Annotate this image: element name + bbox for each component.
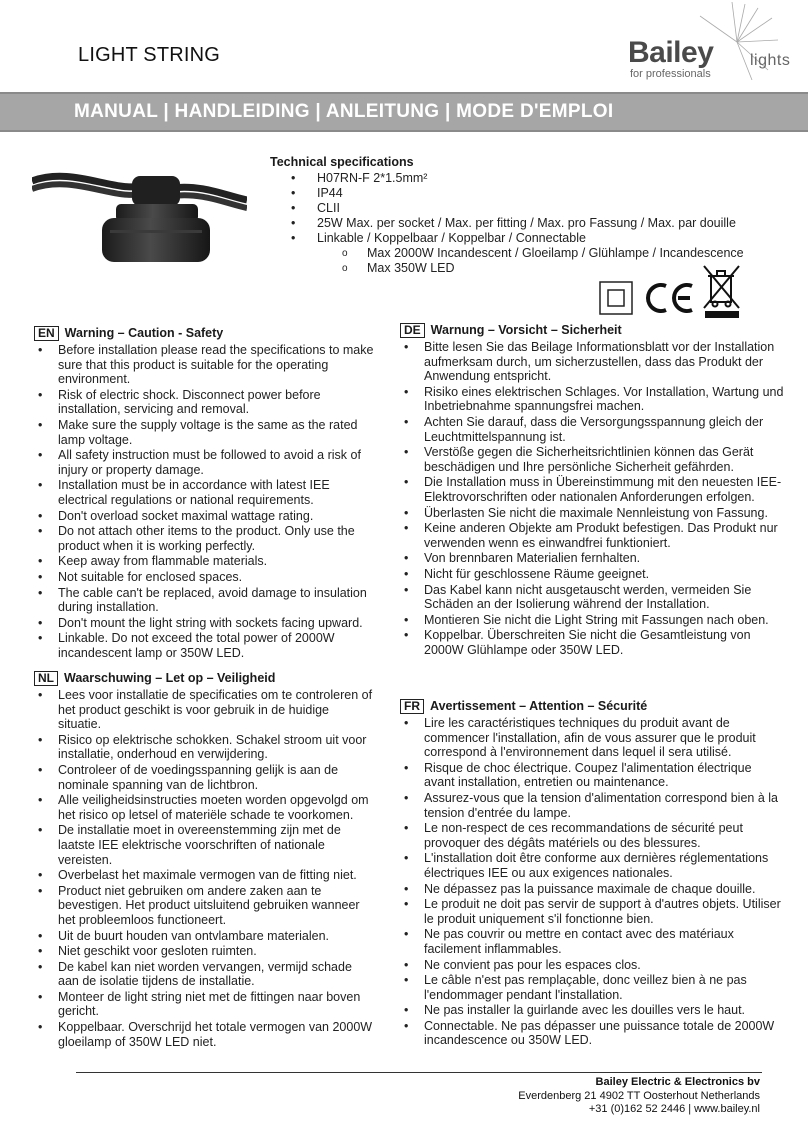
list-item: • Not suitable for enclosed spaces. bbox=[34, 570, 374, 585]
list-item: • Alle veiligheidsinstructies moeten worden opgevolgd om het risico op letsel of materiële schade te voorkomen. bbox=[34, 793, 374, 822]
list-item: • All safety instruction must be followed to avoid a risk of injury or property damage. bbox=[34, 448, 374, 477]
spec-title: Technical specifications bbox=[270, 155, 414, 169]
section-heading: Warning – Caution - Safety bbox=[64, 326, 224, 341]
list-item: • Product niet gebruiken om andere zaken aan te bevestigen. Het product uitsluitend gebruiken wanneer het probleemloos functioneert. bbox=[34, 884, 374, 928]
footer bbox=[518, 1076, 760, 1117]
list-item: • Before installation please read the specifications to make sure that this product is suitable for the operating environment. bbox=[34, 343, 374, 387]
list-item: • Assurez-vous que la tension d'alimentation correspond bien à la tension d'entrée du lampe. bbox=[400, 791, 785, 820]
list-item: • Überlasten Sie nicht die maximale Nennleistung von Fassung. bbox=[400, 506, 785, 521]
language-badge: FR bbox=[400, 699, 424, 714]
section-heading: Warnung – Vorsicht – Sicherheit bbox=[430, 323, 622, 338]
list-item: • Risico op elektrische schokken. Schakel stroom uit voor installatie, onderhoud en verwijdering. bbox=[34, 733, 374, 762]
banner-text: MANUAL | HANDLEIDING | ANLEITUNG | MODE D'EMPLOI bbox=[74, 101, 614, 122]
spec-item: • CLII bbox=[270, 201, 744, 216]
list-item: • L'installation doit être conforme aux dernières réglementations électriques IEE ou aux exigences nationales. bbox=[400, 851, 785, 880]
list-item: • Montieren Sie nicht die Light String mit Fassungen nach oben. bbox=[400, 613, 785, 628]
list-item: • Don't mount the light string with sockets facing upward. bbox=[34, 616, 374, 631]
list-item: • Uit de buurt houden van ontvlambare materialen. bbox=[34, 929, 374, 944]
list-item: • De kabel kan niet worden vervangen, vermijd schade aan de isolatie tijdens de installatie. bbox=[34, 960, 374, 989]
list-item: • Das Kabel kann nicht ausgetauscht werden, vermeiden Sie Schäden an der Isolierung während der Installation. bbox=[400, 583, 785, 612]
list-item: • Niet geschikt voor gesloten ruimten. bbox=[34, 944, 374, 959]
document-title: LIGHT STRING bbox=[78, 44, 221, 66]
list-item: • Connectable. Ne pas dépasser une puissance totale de 2000W incandescence ou 350W LED. bbox=[400, 1019, 785, 1048]
footer-contact: +31 (0)162 52 2446 | www.bailey.nl bbox=[588, 1103, 760, 1115]
list-item: • Linkable. Do not exceed the total power of 2000W incandescent lamp or 350W LED. bbox=[34, 631, 374, 660]
logo-name: Bailey bbox=[628, 36, 714, 69]
list-item: • Risque de choc électrique. Coupez l'alimentation électrique avant installation, entretien ou maintenance. bbox=[400, 761, 785, 790]
list-item: • Achten Sie darauf, dass die Versorgungsspannung gleich der Leuchtmittelspannung ist. bbox=[400, 415, 785, 444]
footer-divider bbox=[76, 1072, 762, 1073]
language-badge: EN bbox=[34, 326, 59, 341]
list-item: • De installatie moet in overeenstemming zijn met de laatste IEE elektrische voorschriften of nationale vereisten. bbox=[34, 823, 374, 867]
list-item: • Keine anderen Objekte am Produkt befestigen. Das Produkt nur verwenden wenn es einwandfrei funktioniert. bbox=[400, 521, 785, 550]
list-item: • Lees voor installatie de specificaties om te controleren of het product geschikt is voor gebruik in de huidige situatie. bbox=[34, 688, 374, 732]
section-en bbox=[34, 326, 374, 661]
title-banner bbox=[0, 92, 808, 132]
certification-marks bbox=[598, 262, 748, 320]
language-badge: NL bbox=[34, 671, 58, 686]
spec-item: • H07RN-F 2*1.5mm² bbox=[270, 171, 744, 186]
list-item: • Ne dépassez pas la puissance maximale de chaque douille. bbox=[400, 882, 785, 897]
section-heading: Waarschuwing – Let op – Veiligheid bbox=[64, 671, 276, 686]
spec-subitem: o Max 350W LED bbox=[270, 261, 744, 276]
list-item: • Risiko eines elektrischen Schlages. Vor Installation, Wartung und Inbetriebnahme spannungsfrei machen. bbox=[400, 385, 785, 414]
logo-tagline: for professionals bbox=[630, 68, 711, 80]
list-item: • The cable can't be replaced, avoid damage to insulation during installation. bbox=[34, 586, 374, 615]
ce-mark-icon bbox=[648, 285, 692, 311]
list-item: • Ne pas installer la guirlande avec les douilles vers le haut. bbox=[400, 1003, 785, 1018]
list-item: • Lire les caractéristiques techniques du produit avant de commencer l'installation, afin de vous assurer que le produit correspond à l'environnement dans lequel il sera utilisé. bbox=[400, 716, 785, 760]
weee-bin-icon bbox=[704, 266, 739, 317]
list-item: • Installation must be in accordance with latest IEE electrical regulations or national requirements. bbox=[34, 478, 374, 507]
class-ii-icon bbox=[600, 282, 632, 314]
list-item: • Monteer de light string niet met de fittingen naar boven gericht. bbox=[34, 990, 374, 1019]
bailey-logo bbox=[600, 0, 808, 90]
list-item: • Bitte lesen Sie das Beilage Informationsblatt vor der Installation aufmerksam durch, um sicherzustellen, dass das Produkt der Anwendung entspricht. bbox=[400, 340, 785, 384]
logo-lights: lights bbox=[750, 52, 791, 69]
list-item: • Don't overload socket maximal wattage rating. bbox=[34, 509, 374, 524]
spec-item: • Linkable / Koppelbaar / Koppelbar / Connectable bbox=[270, 231, 744, 246]
list-item: • Koppelbaar. Overschrijd het totale vermogen van 2000W gloeilamp of 350W LED niet. bbox=[34, 1020, 374, 1049]
list-item: • Koppelbar. Überschreiten Sie nicht die Gesamtleistung von 2000W Glühlampe oder 350W LED. bbox=[400, 628, 785, 657]
list-item: • Die Installation muss in Übereinstimmung mit den neuesten IEE-Elektrovorschriften oder nationalen Anforderungen erfolgen. bbox=[400, 475, 785, 504]
list-item: • Overbelast het maximale vermogen van de fitting niet. bbox=[34, 868, 374, 883]
footer-company: Bailey Electric & Electronics bv bbox=[595, 1076, 760, 1088]
spec-subitem: o Max 2000W Incandescent / Gloeilamp / Glühlampe / Incandescence bbox=[270, 246, 744, 261]
list-item: • Von brennbaren Materialien fernhalten. bbox=[400, 551, 785, 566]
list-item: • Risk of electric shock. Disconnect power before installation, servicing and removal. bbox=[34, 388, 374, 417]
section-fr bbox=[400, 699, 785, 1049]
section-heading: Avertissement – Attention – Sécurité bbox=[430, 699, 648, 714]
list-item: • Ne convient pas pour les espaces clos. bbox=[400, 958, 785, 973]
list-item: • Nicht für geschlossene Räume geeignet. bbox=[400, 567, 785, 582]
list-item: • Controleer of de voedingsspanning gelijk is aan de nominale spanning van de lichtbron. bbox=[34, 763, 374, 792]
product-photo bbox=[32, 156, 247, 268]
list-item: • Le non-respect de ces recommandations de sécurité peut provoquer des dégâts matériels ou des blessures. bbox=[400, 821, 785, 850]
section-de bbox=[400, 323, 785, 658]
list-item: • Le produit ne doit pas servir de support à d'autres objets. Utiliser le produit uniquement s'il fonctionne bien. bbox=[400, 897, 785, 926]
section-nl bbox=[34, 671, 374, 1050]
technical-specifications bbox=[270, 155, 744, 276]
spec-item: • 25W Max. per socket / Max. per fitting / Max. pro Fassung / Max. par douille bbox=[270, 216, 744, 231]
language-badge: DE bbox=[400, 323, 425, 338]
list-item: • Le câble n'est pas remplaçable, donc veillez bien à ne pas l'endommager pendant l'installation. bbox=[400, 973, 785, 1002]
list-item: • Do not attach other items to the product. Only use the product when it is working perfectly. bbox=[34, 524, 374, 553]
spec-item: • IP44 bbox=[270, 186, 744, 201]
footer-address: Everdenberg 21 4902 TT Oosterhout Netherlands bbox=[518, 1089, 760, 1102]
list-item: • Make sure the supply voltage is the same as the rated lamp voltage. bbox=[34, 418, 374, 447]
list-item: • Keep away from flammable materials. bbox=[34, 554, 374, 569]
list-item: • Verstöße gegen die Sicherheitsrichtlinien können das Gerät beschädigen und Ihre persönliche Sicherheit gefährden. bbox=[400, 445, 785, 474]
list-item: • Ne pas couvrir ou mettre en contact avec des matériaux facilement inflammables. bbox=[400, 927, 785, 956]
